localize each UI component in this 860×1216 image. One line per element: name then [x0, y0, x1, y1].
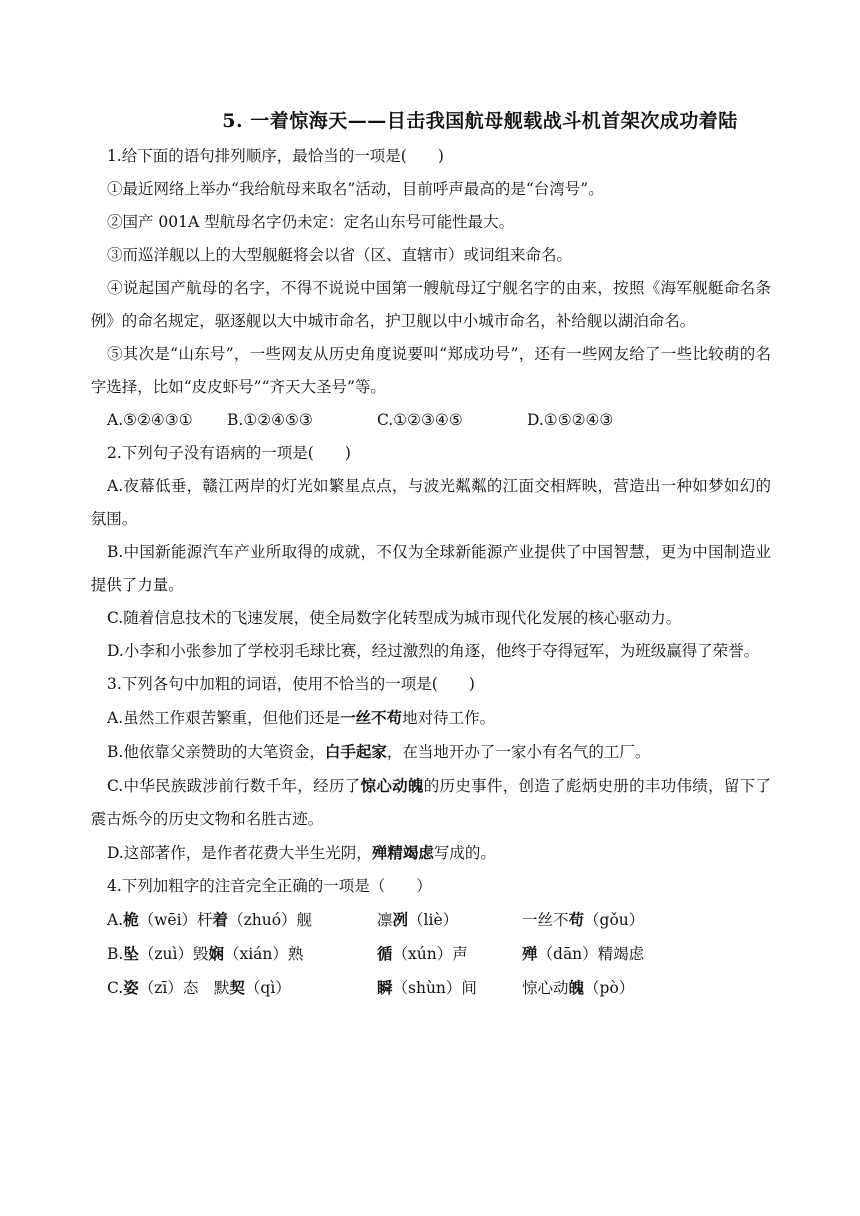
question-3-option-a	[107, 701, 771, 735]
question-4-stem: 4.下列加粗字的注音完全正确的一项是（ ）	[107, 877, 432, 895]
pinyin-item	[377, 971, 522, 1005]
bold-term: 白手起家	[324, 742, 387, 761]
question-1-sentence-2: ②国产 001A 型航母名字仍未定：定名山东号可能性最大。	[107, 213, 515, 231]
option-text: 写成的。	[433, 844, 496, 862]
pinyin-text: （gǒu）	[584, 911, 645, 929]
pinyin-text: （wēi）杆	[138, 911, 213, 929]
bold-character: 着	[212, 910, 229, 929]
pinyin-text: （zhuó）舰	[228, 911, 313, 929]
option-text: A.虽然工作艰苦繁重，但他们还是	[107, 709, 341, 727]
pinyin-item	[522, 971, 682, 1005]
bold-character: 娴	[208, 944, 224, 963]
pinyin-text: （qì）	[244, 979, 291, 997]
pinyin-text: C.	[107, 979, 124, 997]
option-text: D.这部著作，是作者花费大半生光阴，	[107, 844, 372, 862]
pinyin-item	[377, 903, 522, 937]
pinyin-item	[107, 971, 377, 1005]
pinyin-text: （shùn）间	[392, 979, 477, 997]
pinyin-text: （pò）	[584, 979, 635, 997]
question-1-sentence-4: ④说起国产航母的名字，不得不说说中国第一艘航母辽宁舰名字的由来，按照《海军舰艇命名条例》的命名规定，驱逐舰以大中城市命名，护卫舰以中小城市命名，补给舰以湖泊命名。	[90, 279, 771, 330]
question-4-option-c	[107, 971, 771, 1005]
question-2-stem: 2.下列句子没有语病的一项是( )	[107, 444, 351, 462]
option-text: 的历史事件，创造了彪炳史册的丰功伟绩，留下了震古烁今的历史文物和名胜古迹。	[90, 777, 771, 828]
bold-term: 一丝不苟	[340, 708, 403, 727]
question-2-option-c: C.随着信息技术的飞速发展，使全局数字化转型成为城市现代化发展的核心驱动力。	[107, 609, 682, 627]
pinyin-text: （zī）态 默	[138, 979, 230, 997]
pinyin-text: 惊心动	[522, 979, 569, 997]
option-text: ，在当地开办了一家小有名气的工厂。	[386, 743, 651, 761]
question-2-option-b: B.中国新能源汽车产业所取得的成就，不仅为全球新能源产业提供了中国智慧，更为中国制造业提供了力量。	[90, 543, 771, 594]
question-1-options	[107, 404, 771, 437]
bold-character: 冽	[392, 910, 409, 929]
question-1-sentence-1: ①最近网络上举办“我给航母来取名”活动，目前呼声最高的是“台湾号”。	[107, 180, 604, 198]
pinyin-text: 凛	[377, 911, 393, 929]
option-c: C.①②③④⑤	[377, 411, 463, 429]
pinyin-text: （zuì）毁	[138, 945, 209, 963]
pinyin-text: 一丝不	[522, 911, 569, 929]
question-2-option-a: A.夜幕低垂，赣江两岸的灯光如繁星点点，与波光粼粼的江面交相辉映，营造出一种如梦如幻的氛围。	[90, 477, 771, 528]
bold-term: 惊心动魄	[360, 776, 424, 795]
bold-character: 桅	[123, 910, 139, 929]
bold-character: 殚	[522, 944, 538, 963]
question-3-option-b	[107, 735, 771, 769]
bold-character: 姿	[123, 978, 139, 997]
option-text: B.他依靠父亲赞助的大笔资金，	[107, 743, 325, 761]
option-text: 地对待工作。	[402, 709, 496, 727]
question-4-option-a	[107, 903, 771, 937]
bold-character: 循	[377, 944, 393, 963]
question-2-option-d: D.小李和小张参加了学校羽毛球比赛，经过激烈的角逐，他终于夺得冠军，为班级赢得了荣誉。	[107, 642, 760, 660]
question-3-option-c	[91, 769, 771, 836]
question-3-stem: 3.下列各句中加粗的词语，使用不恰当的一项是( )	[107, 675, 475, 693]
question-1-sentence-3: ③而巡洋舰以上的大型舰艇将会以省（区、直辖市）或词组来命名。	[107, 246, 573, 264]
bold-character: 瞬	[377, 978, 393, 997]
bold-character: 苟	[568, 910, 585, 929]
pinyin-text: （dān）精竭虑	[537, 945, 645, 963]
question-1-stem: 1.给下面的语句排列顺序，最恰当的一项是( )	[107, 147, 444, 165]
bold-term: 殚精竭虑	[371, 843, 434, 862]
pinyin-text: （xián）熟	[223, 945, 304, 963]
pinyin-text: （liè）	[408, 911, 459, 929]
bold-character: 坠	[123, 944, 139, 963]
question-4-option-b	[107, 937, 771, 971]
bold-character: 魄	[568, 978, 585, 997]
question-3-option-d	[107, 836, 771, 870]
option-a: A.⑤②④③①	[107, 411, 193, 429]
bold-character: 契	[229, 978, 245, 997]
pinyin-text: A.	[107, 911, 124, 929]
option-b: B.①②④⑤③	[227, 411, 313, 429]
page-title: 5. 一着惊海天——目击我国航母舰载战斗机首架次成功着陆	[222, 110, 738, 132]
option-text: C.中华民族跋涉前行数千年，经历了	[107, 777, 361, 795]
option-d: D.①⑤②④③	[527, 411, 614, 429]
pinyin-item	[377, 937, 522, 971]
document-body	[90, 140, 771, 1005]
pinyin-item	[522, 937, 682, 971]
question-4-options	[107, 903, 771, 1005]
pinyin-text: （xún）声	[392, 945, 468, 963]
pinyin-text: B.	[107, 945, 124, 963]
pinyin-item	[107, 937, 377, 971]
pinyin-item	[107, 903, 377, 937]
pinyin-item	[522, 903, 682, 937]
question-1-sentence-5: ⑤其次是“山东号”，一些网友从历史角度说要叫“郑成功号”，还有一些网友给了一些比较萌的名字选择，比如“皮皮虾号”“齐天大圣号”等。	[90, 345, 771, 396]
